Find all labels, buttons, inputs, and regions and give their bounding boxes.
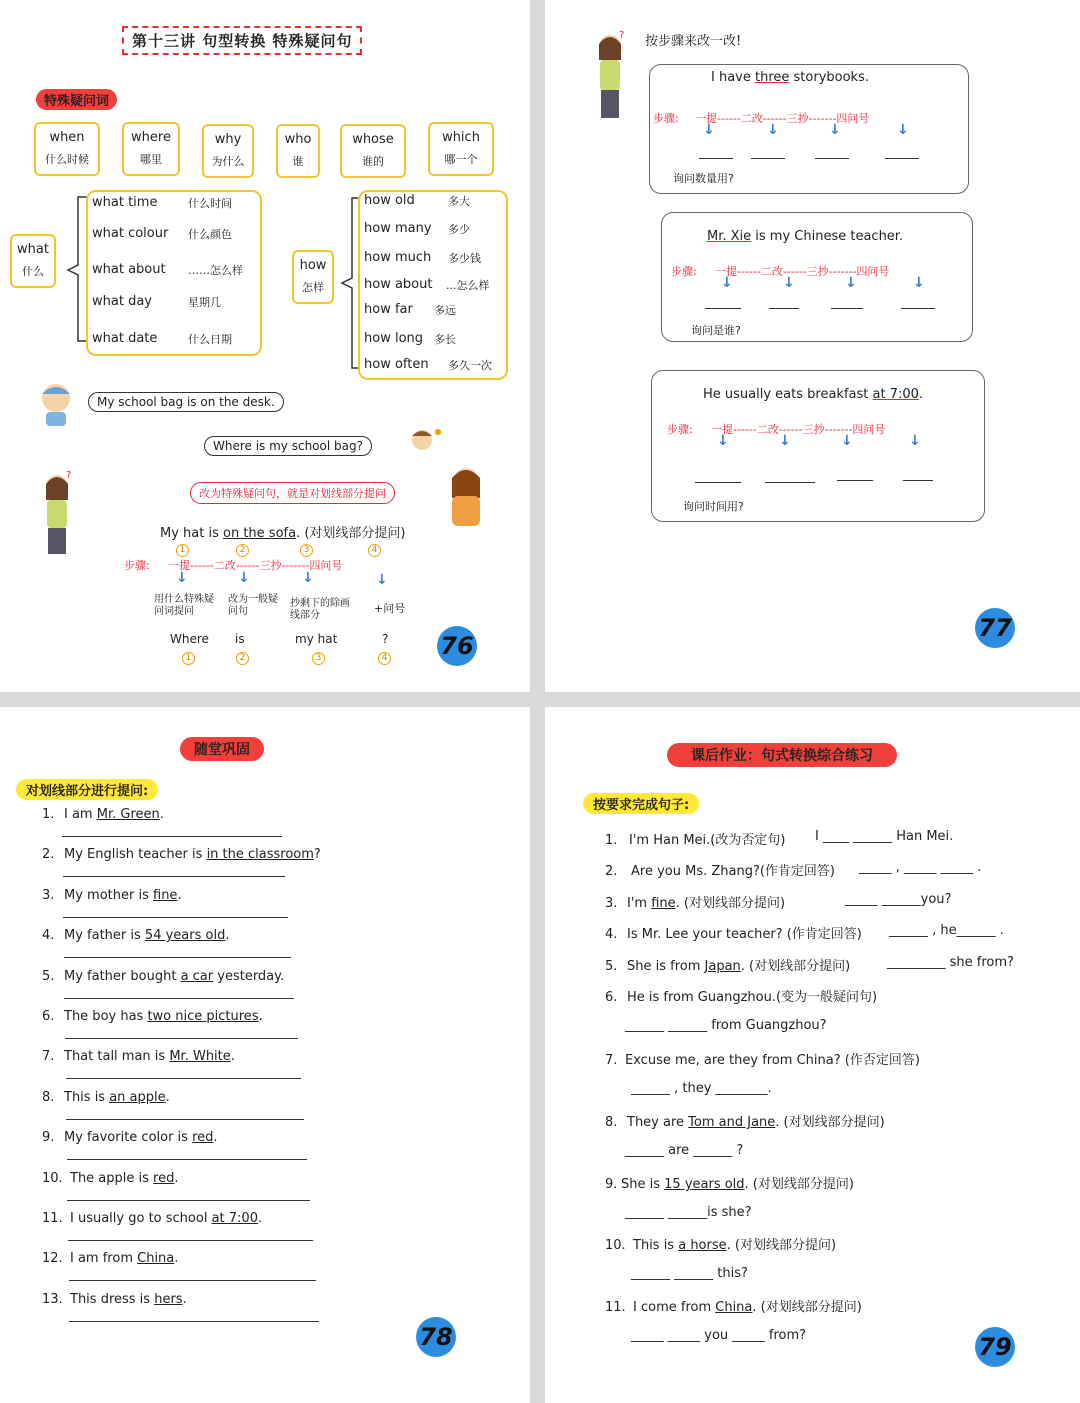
word-card: why 为什么: [202, 124, 254, 178]
word-card: who 谁: [276, 124, 320, 178]
exercise-item: 12. I am from China.: [42, 1251, 179, 1267]
word-card: when 什么时候: [34, 122, 100, 176]
what-card: what 什么: [10, 234, 56, 288]
answer-word: ?: [382, 632, 389, 646]
answer-line[interactable]: ______ ______ this?: [631, 1266, 748, 1281]
down-arrow-icon: ↓: [779, 433, 791, 449]
boy-icon: [36, 380, 76, 426]
answer-blank[interactable]: [751, 158, 785, 159]
down-arrow-icon: ↓: [176, 570, 188, 586]
svg-text:?: ?: [619, 30, 625, 41]
answer-line[interactable]: ______ are ______ ?: [625, 1143, 744, 1158]
step-note: 用什么特殊疑问词提问: [154, 594, 214, 617]
down-arrow-icon: ↓: [897, 122, 909, 138]
down-arrow-icon: ↓: [767, 122, 779, 138]
exercise-item: 11. I come from China. (对划线部分提问): [605, 1300, 862, 1315]
exercise-item: 2. My English teacher is in the classroom?: [42, 847, 321, 863]
steps-line: 一提------二改------三抄-------四问号: [695, 112, 870, 125]
answer-blank[interactable]: [64, 998, 294, 999]
what-row: what day 星期几: [92, 294, 221, 309]
answer-line[interactable]: I ____ ______ Han Mei.: [815, 829, 954, 844]
how-row: how often 多久一次: [364, 357, 492, 372]
answer-blank[interactable]: [63, 876, 286, 877]
steps-line: 一提------二改------三抄-------四问号: [168, 559, 343, 572]
how-row: how long 多长: [364, 331, 456, 346]
girl-head-icon: [404, 424, 444, 454]
how-row: how about ...怎么样: [364, 277, 490, 292]
steps-line: 一提------二改------三抄-------四问号: [711, 423, 886, 436]
answer-blank[interactable]: [837, 480, 873, 481]
answer-line[interactable]: ______ , he______ .: [889, 923, 1004, 938]
page-title: 随堂巩固: [180, 737, 264, 761]
speech-bubble: Where is my school bag?: [204, 436, 372, 456]
exercise-item: 10. The apple is red.: [42, 1170, 179, 1186]
page-number: 76: [437, 626, 477, 666]
how-row: how old 多大: [364, 193, 470, 208]
exercise-item: 3. I'm fine. (对划线部分提问): [605, 896, 786, 911]
section-label: 特殊疑问词: [36, 89, 117, 110]
instruction: 按要求完成句子:: [583, 793, 699, 814]
down-arrow-icon: ↓: [913, 275, 925, 291]
page-76: 第十三讲 句型转换 特殊疑问句 特殊疑问词 when 什么时候 where 哪里 why 为什么 who 谁 whose 谁的 which 哪一个 what 什么 what time 什么时间 what colour 什么颜色 what about ……怎么样 what day 星期几 what date 什么日期 how 怎样 how old 多大 how many 多少 how much 多少钱 how about ...怎么样 how far 多远 how long 多长 how often 多久一次 My school bag is on the desk. Where is my school bag? ? 改为特殊疑问句，就是对划线部分提问 My hat is on the sofa. (对划线部分提问) 1 2 3 4 步骤: 一提------二改------三抄-------四问号 ↓ ↓ ↓ ↓ 用什么特殊疑问词提问 改为一般疑问句 抄剩下的除画线部分 +问号 Where is my hat ? 1 2 3 4 76: [0, 0, 530, 692]
down-arrow-icon: ↓: [721, 275, 733, 291]
exercise-item: 11. I usually go to school at 7:00.: [42, 1211, 263, 1226]
step-note: 抄剩下的除画线部分: [290, 598, 350, 621]
answer-blank[interactable]: [69, 1321, 319, 1322]
how-row: how many 多少: [364, 221, 470, 236]
answer-line[interactable]: _____ , _____ _____ .: [859, 860, 982, 875]
how-row: how much 多少钱: [364, 250, 481, 265]
instruction: 对划线部分进行提问:: [16, 779, 158, 800]
down-arrow-icon: ↓: [909, 433, 921, 449]
exercise-item: 8. This is an apple.: [42, 1089, 170, 1105]
down-arrow-icon: ↓: [302, 570, 314, 586]
hint: 询问是谁?: [691, 324, 741, 337]
word-card: which 哪一个: [428, 122, 494, 176]
answer-blank[interactable]: [64, 957, 292, 958]
down-arrow-icon: ↓: [783, 275, 795, 291]
speech-bubble: My school bag is on the desk.: [88, 392, 284, 412]
rule-bubble: 改为特殊疑问句，就是对划线部分提问: [190, 482, 395, 504]
example-sentence: My hat is on the sofa. (对划线部分提问): [160, 526, 406, 541]
step-note: 改为一般疑问句: [228, 594, 278, 617]
down-arrow-icon: ↓: [238, 570, 250, 586]
answer-blank[interactable]: [65, 1038, 298, 1039]
down-arrow-icon: ↓: [829, 122, 841, 138]
exercise-item: 10. This is a horse. (对划线部分提问): [605, 1238, 837, 1253]
answer-blank[interactable]: [901, 308, 935, 309]
girl-thinking-icon: [593, 30, 627, 126]
exercise-item: 9. She is 15 years old. (对划线部分提问): [605, 1177, 854, 1192]
down-arrow-icon: ↓: [841, 433, 853, 449]
answer-line[interactable]: _____ ______you?: [845, 892, 952, 907]
exercise-item: 6. He is from Guangzhou.(变为一般疑问句): [605, 990, 878, 1005]
page-number: 79: [975, 1327, 1015, 1367]
exercise-item: 4. My father is 54 years old.: [42, 928, 230, 944]
down-arrow-icon: ↓: [703, 122, 715, 138]
answer-blank[interactable]: [705, 308, 741, 309]
steps-label: 步骤:: [667, 423, 693, 436]
answer-blank[interactable]: [695, 482, 741, 483]
teacher-icon: [444, 464, 488, 526]
steps-line: 一提------二改------三抄-------四问号: [715, 265, 890, 278]
steps-label: 步骤:: [671, 265, 697, 278]
answer-blank[interactable]: [69, 1280, 317, 1281]
answer-blank[interactable]: [63, 917, 288, 918]
answer-blank[interactable]: [765, 482, 815, 483]
what-row: what colour 什么颜色: [92, 226, 232, 241]
exercise-sentence: Mr. Xie is my Chinese teacher.: [707, 229, 904, 244]
page-79: [545, 707, 1080, 1403]
exercise-item: 5. She is from Japan. (对划线部分提问): [605, 959, 851, 974]
down-arrow-icon: ↓: [376, 572, 388, 588]
steps-label: 步骤:: [653, 112, 679, 125]
page-number: 78: [416, 1317, 456, 1357]
answer-word: Where: [170, 632, 209, 646]
answer-line[interactable]: ______ ______is she?: [625, 1205, 752, 1220]
answer-blank[interactable]: [903, 480, 933, 481]
steps-label: 步骤:: [124, 559, 150, 572]
exercise-item: 4. Is Mr. Lee your teacher? (作肯定回答): [605, 927, 862, 942]
exercise-item: 7. Excuse me, are they from China? (作否定回答): [605, 1053, 920, 1068]
word-card: where 哪里: [122, 122, 180, 176]
exercise-item: 3. My mother is fine.: [42, 887, 182, 903]
hint: 询问数量用?: [673, 172, 734, 185]
answer-blank[interactable]: [62, 836, 282, 837]
answer-word: my hat: [295, 632, 338, 646]
what-row: what about ……怎么样: [92, 262, 243, 277]
girl-thinking-icon: [40, 470, 74, 562]
page-title: 第十三讲 句型转换 特殊疑问句: [122, 26, 362, 55]
how-card: how 怎样: [292, 250, 334, 304]
answer-line[interactable]: ______ ______ from Guangzhou?: [625, 1018, 827, 1033]
page-number: 77: [975, 608, 1015, 648]
exercise-item: 5. My father bought a car yesterday.: [42, 968, 285, 984]
exercise-item: 8. They are Tom and Jane. (对划线部分提问): [605, 1115, 885, 1130]
hint: 询问时间用?: [683, 500, 744, 513]
answer-blank[interactable]: [66, 1119, 304, 1120]
exercise-item: 6. The boy has two nice pictures.: [42, 1009, 263, 1024]
exercise-item: 7. That tall man is Mr. White.: [42, 1049, 235, 1065]
exercise-item: 9. My favorite color is red.: [42, 1130, 218, 1146]
answer-blank[interactable]: [68, 1240, 313, 1241]
answer-line[interactable]: _____ _____ you _____ from?: [631, 1328, 807, 1343]
answer-blank[interactable]: [66, 1078, 301, 1079]
exercise-sentence: I have three storybooks.: [711, 70, 869, 85]
page-78: [0, 707, 530, 1403]
what-row: what date 什么日期: [92, 331, 232, 346]
exercise-item: 13. This dress is hers.: [42, 1291, 187, 1307]
page-77: [545, 0, 1080, 692]
svg-text:?: ?: [66, 470, 72, 481]
answer-word: is: [235, 632, 245, 646]
answer-blank[interactable]: [831, 308, 863, 309]
exercise-item: 1. I'm Han Mei.(改为否定句): [605, 833, 786, 848]
what-row: what time 什么时间: [92, 195, 232, 210]
answer-blank[interactable]: [67, 1200, 310, 1201]
down-arrow-icon: ↓: [845, 275, 857, 291]
answer-blank[interactable]: [699, 158, 733, 159]
answer-line[interactable]: ______ , they ________.: [631, 1081, 772, 1096]
how-row: how far 多远: [364, 302, 456, 317]
answer-blank[interactable]: [769, 308, 799, 309]
answer-blank[interactable]: [815, 158, 849, 159]
exercise-sentence: He usually eats breakfast at 7:00.: [703, 387, 924, 402]
page-heading: 按步骤来改一改!: [645, 34, 742, 49]
answer-blank[interactable]: [67, 1159, 307, 1160]
page-title: 课后作业：句式转换综合练习: [667, 743, 897, 767]
step-note: +问号: [374, 602, 406, 615]
answer-blank[interactable]: [885, 158, 919, 159]
down-arrow-icon: ↓: [717, 433, 729, 449]
word-card: whose 谁的: [340, 124, 406, 178]
exercise-item: 2. Are you Ms. Zhang?(作肯定回答): [605, 864, 836, 879]
answer-line[interactable]: _________ she from?: [887, 955, 1014, 970]
exercise-item: 1. I am Mr. Green.: [42, 807, 164, 822]
